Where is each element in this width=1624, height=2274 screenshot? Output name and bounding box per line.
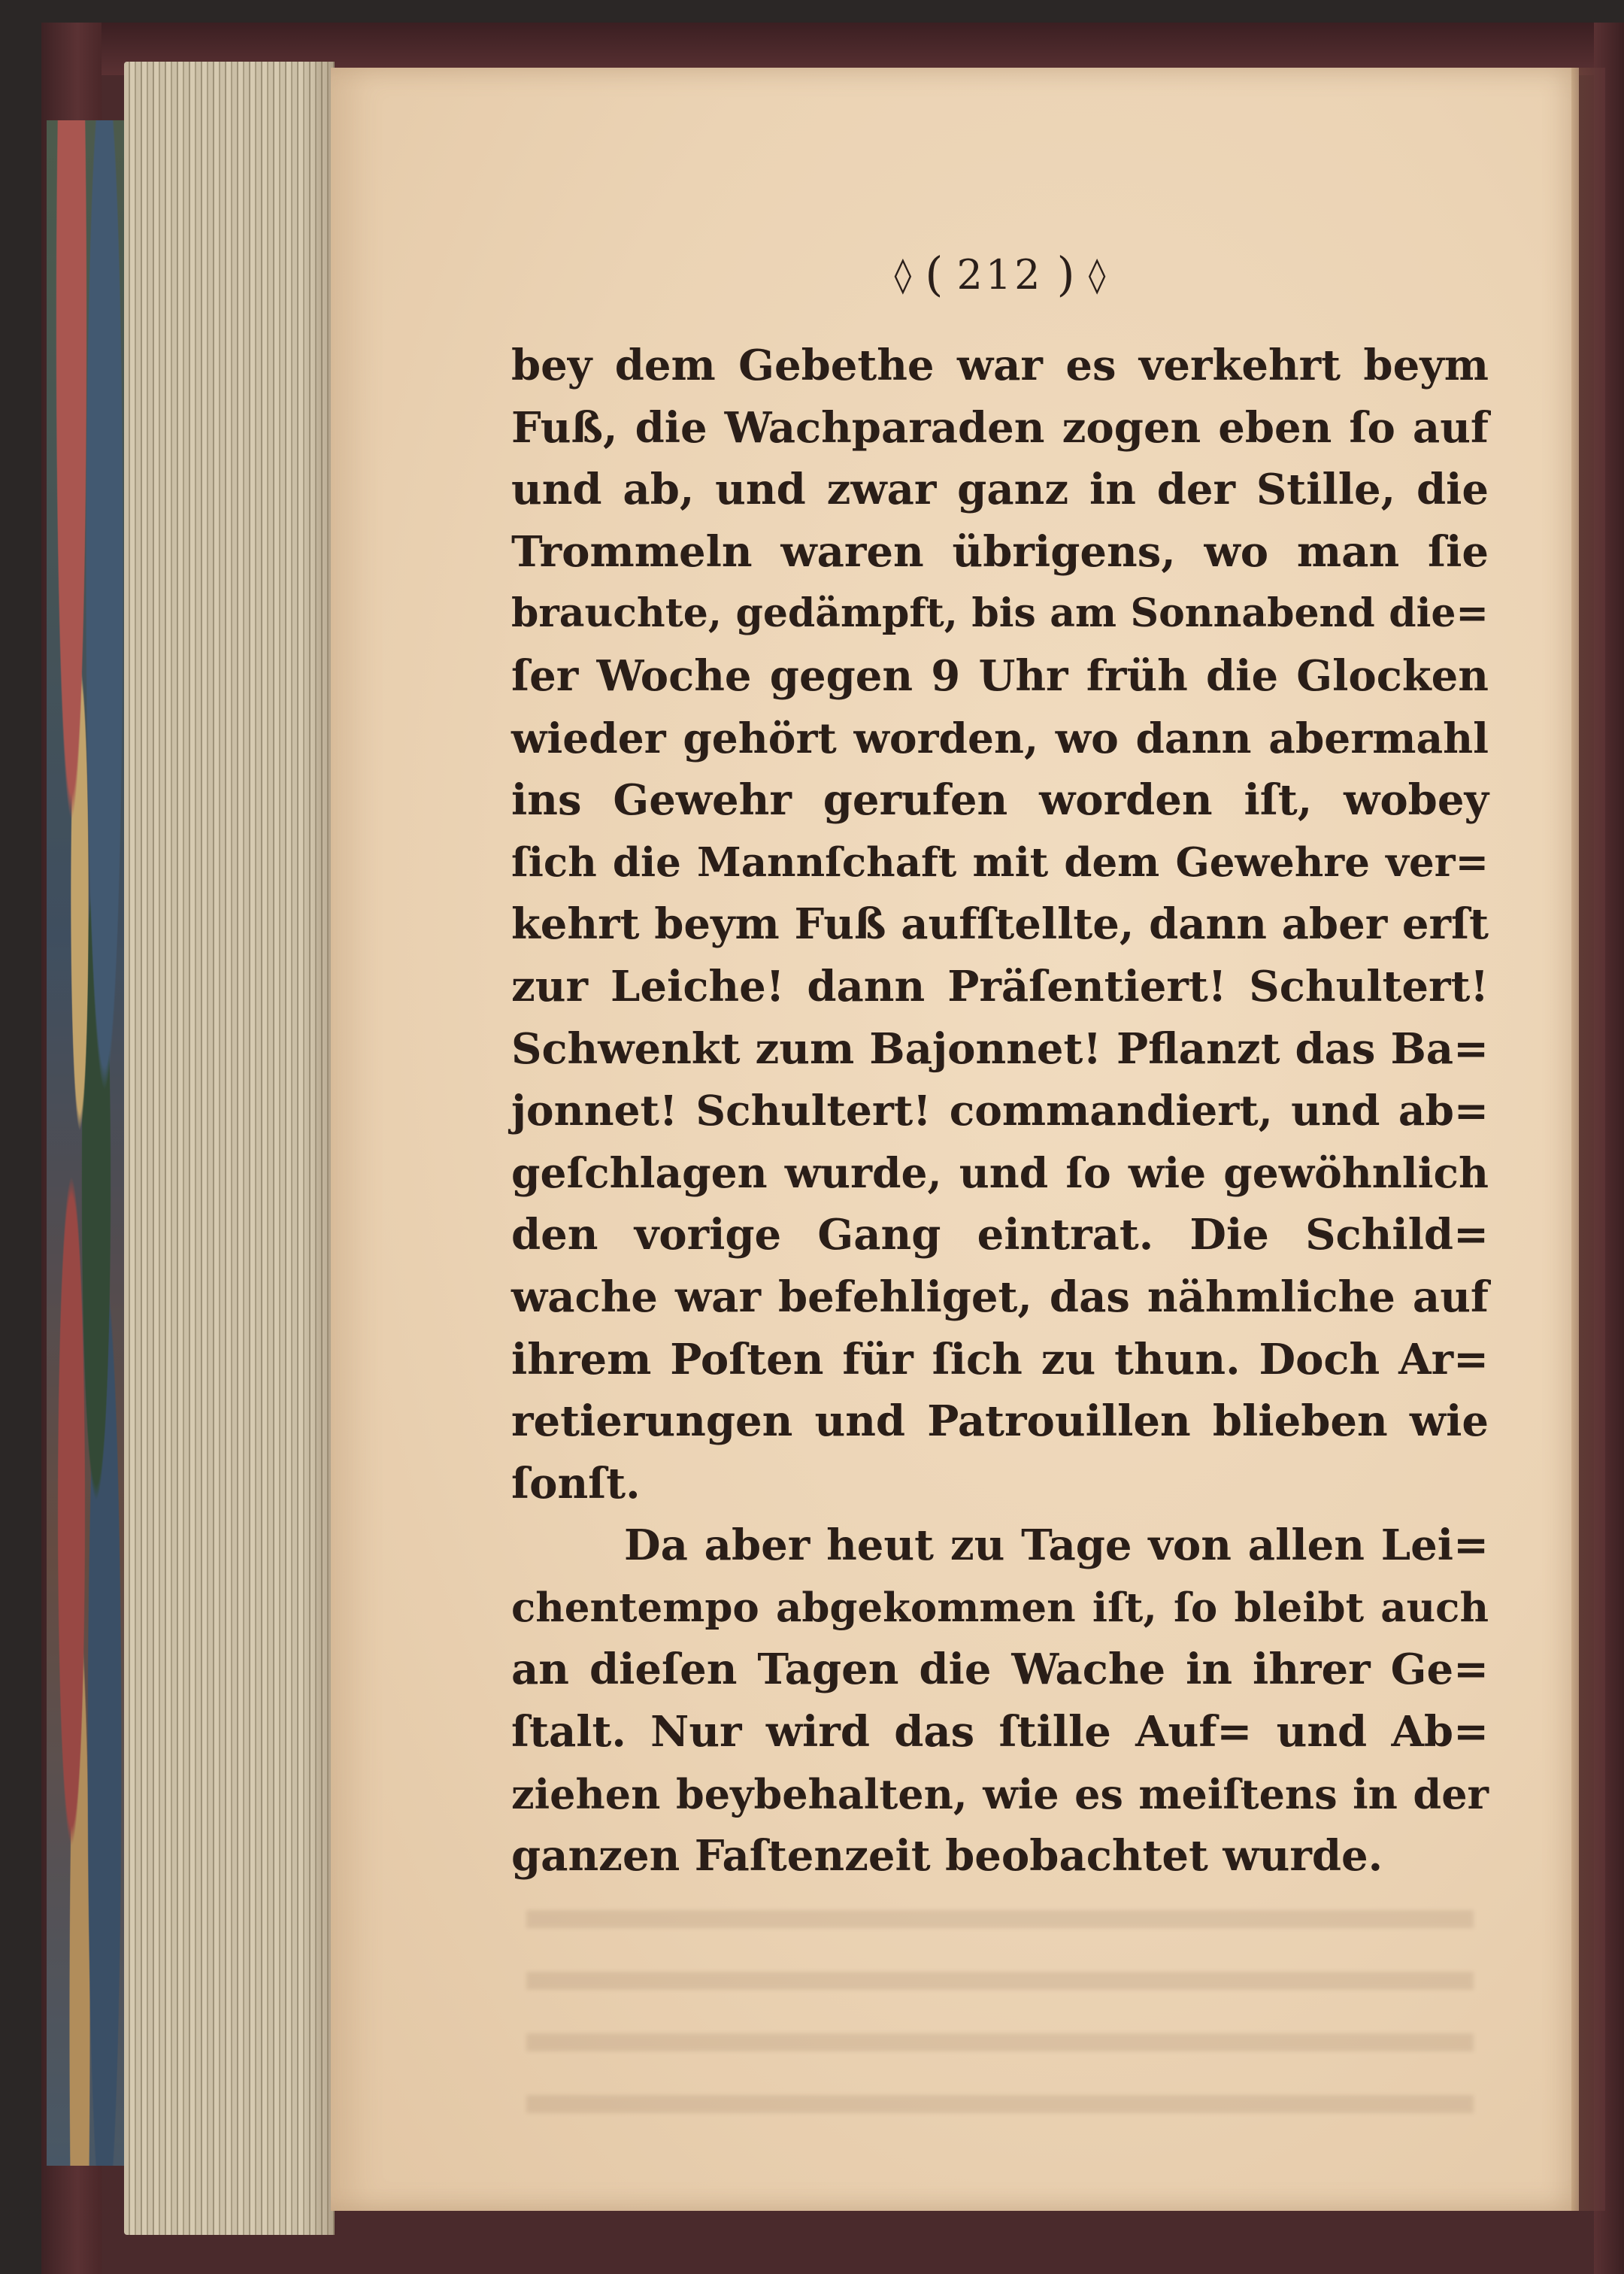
text-line: Fuß, die Wachparaden zogen eben ſo auf	[511, 402, 1489, 453]
text-line: ſich die Mannſchaft mit dem Gewehre ver=	[511, 838, 1489, 886]
text-line: brauchte, gedämpft, bis am Sonnabend die=	[511, 590, 1489, 637]
text-line: ganzen Faſtenzeit beobachtet wurde.	[511, 1831, 1383, 1881]
text-line: ins Gewehr gerufen worden iſt, wobey	[511, 775, 1489, 826]
paren-right: )	[1056, 247, 1075, 302]
paren-left: (	[925, 247, 944, 302]
text-line: kehrt beym Fuß aufſtellte, dann aber erſt	[511, 899, 1489, 950]
text-line: Schwenkt zum Bajonnet! Pflanzt das Ba=	[511, 1023, 1489, 1074]
text-line: ſonſt.	[511, 1458, 641, 1508]
marbled-board	[47, 120, 129, 2166]
text-line: und ab, und zwar ganz in der Stille, die	[511, 465, 1489, 515]
text-line: ziehen beybehalten, wie es meiſtens in der	[511, 1769, 1489, 1818]
text-line: bey dem Gebethe war es verkehrt beym	[511, 341, 1489, 390]
text-line: wieder gehört worden, wo dann abermahl	[511, 713, 1489, 763]
text-line: chentempo abgekommen iſt, ſo bleibt auch	[511, 1584, 1489, 1631]
show-through-text	[526, 1895, 1474, 2121]
gutter-shadow	[1571, 68, 1605, 2211]
text-line: zur Leiche! dann Präſentiert! Schultert!	[511, 961, 1489, 1011]
text-line: den vorige Gang eintrat. Die Schild=	[511, 1210, 1489, 1260]
text-line: geſchlagen wurde, und ſo wie gewöhnlich	[511, 1148, 1489, 1197]
ornament-left-icon: ◊	[894, 254, 912, 295]
text-line: Trommeln waren übrigens, wo man ſie	[511, 526, 1489, 577]
page-header	[820, 241, 1180, 308]
text-line: Da aber heut zu Tage von allen Lei=	[624, 1521, 1489, 1571]
text-line: ihrem Poſten für ſich zu thun. Doch Ar=	[511, 1334, 1489, 1384]
ornament-right-icon: ◊	[1088, 254, 1106, 295]
page-edges	[124, 62, 335, 2235]
text-line: retierungen und Patrouillen blieben wie	[511, 1396, 1489, 1447]
page-number: 212	[956, 250, 1044, 299]
text-line: ſer Woche gegen 9 Uhr früh die Glocken	[511, 650, 1489, 701]
text-line: jonnet! Schultert! commandiert, und ab=	[511, 1086, 1489, 1135]
text-line: an dieſen Tagen die Wache in ihrer Ge=	[511, 1645, 1489, 1695]
body-text	[511, 335, 1489, 1887]
text-line: wache war befehliget, das nähmliche auf	[511, 1272, 1489, 1322]
text-line: ſtalt. Nur wird das ſtille Auf= und Ab=	[511, 1707, 1489, 1757]
